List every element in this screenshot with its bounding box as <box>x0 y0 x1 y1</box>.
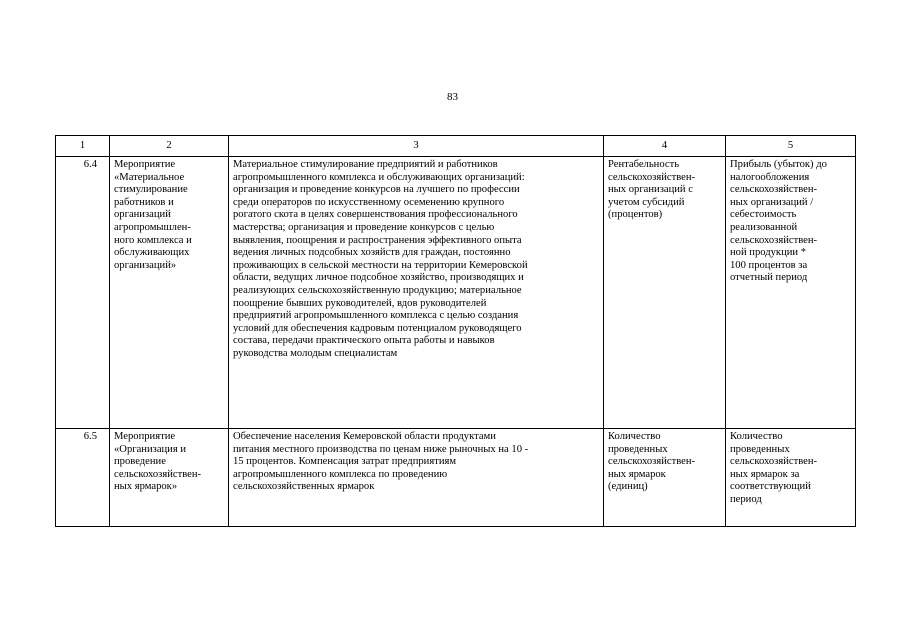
header-cell: 3 <box>229 136 604 157</box>
table-row <box>56 429 856 527</box>
event-name: Мероприятие «Материальное стимулирование работников и организаций агропромышлен- ного комплекса и обслуживающих организаций» <box>110 157 229 429</box>
row-number: 6.4 <box>56 157 110 429</box>
header-cell: 4 <box>604 136 726 157</box>
header-cell: 2 <box>110 136 229 157</box>
header-cell: 1 <box>56 136 110 157</box>
event-description: Материальное стимулирование предприятий и работников агропромышленного комплекса и обслуживающих организаций: организация и проведение конкурсов на лучшего по профессии среди операторов по искусственному осеменению крупного рогатого скота в целях совершенствования профессионального мастерства; организация и проведение конкурсов с целью выявления, поощрения и распространения эффективного опыта ведения личных подсобных хозяйств для граждан, постоянно проживающих в сельской местности на территории Кемеровской области, ведущих личное подсобное хозяйство, производящих и реализующих сельскохозяйственную продукцию; материальное поощрение бывших руководителей, вдов руководителей предприятий агропромышленного комплекса с целью создания условий для обеспечения кадровым потенциалом руководящего состава, передачи практического опыта работы и навыков руководства молодым специалистам <box>229 157 604 429</box>
row-number: 6.5 <box>56 429 110 527</box>
table-header-row <box>56 136 856 157</box>
indicator-name: Количество проведенных сельскохозяйствен- ных ярмарок (единиц) <box>604 429 726 527</box>
indicator-formula: Количество проведенных сельскохозяйствен- ных ярмарок за соответствующий период <box>726 429 856 527</box>
event-name: Мероприятие «Организация и проведение сельскохозяйствен- ных ярмарок» <box>110 429 229 527</box>
header-cell: 5 <box>726 136 856 157</box>
indicator-formula: Прибыль (убыток) до налогообложения сельскохозяйствен- ных организаций / себестоимость реализованной сельскохозяйствен- ной продукции * 100 процентов за отчетный период <box>726 157 856 429</box>
program-table <box>55 135 856 527</box>
event-description: Обеспечение населения Кемеровской области продуктами питания местного производства по ценам ниже рыночных на 10 - 15 процентов. Компенсация затрат предприятиям агропромышленного комплекса по проведению сельскохозяйственных ярмарок <box>229 429 604 527</box>
page-number: 83 <box>447 91 458 103</box>
table-row <box>56 157 856 429</box>
indicator-name: Рентабельность сельскохозяйствен- ных организаций с учетом субсидий (процентов) <box>604 157 726 429</box>
